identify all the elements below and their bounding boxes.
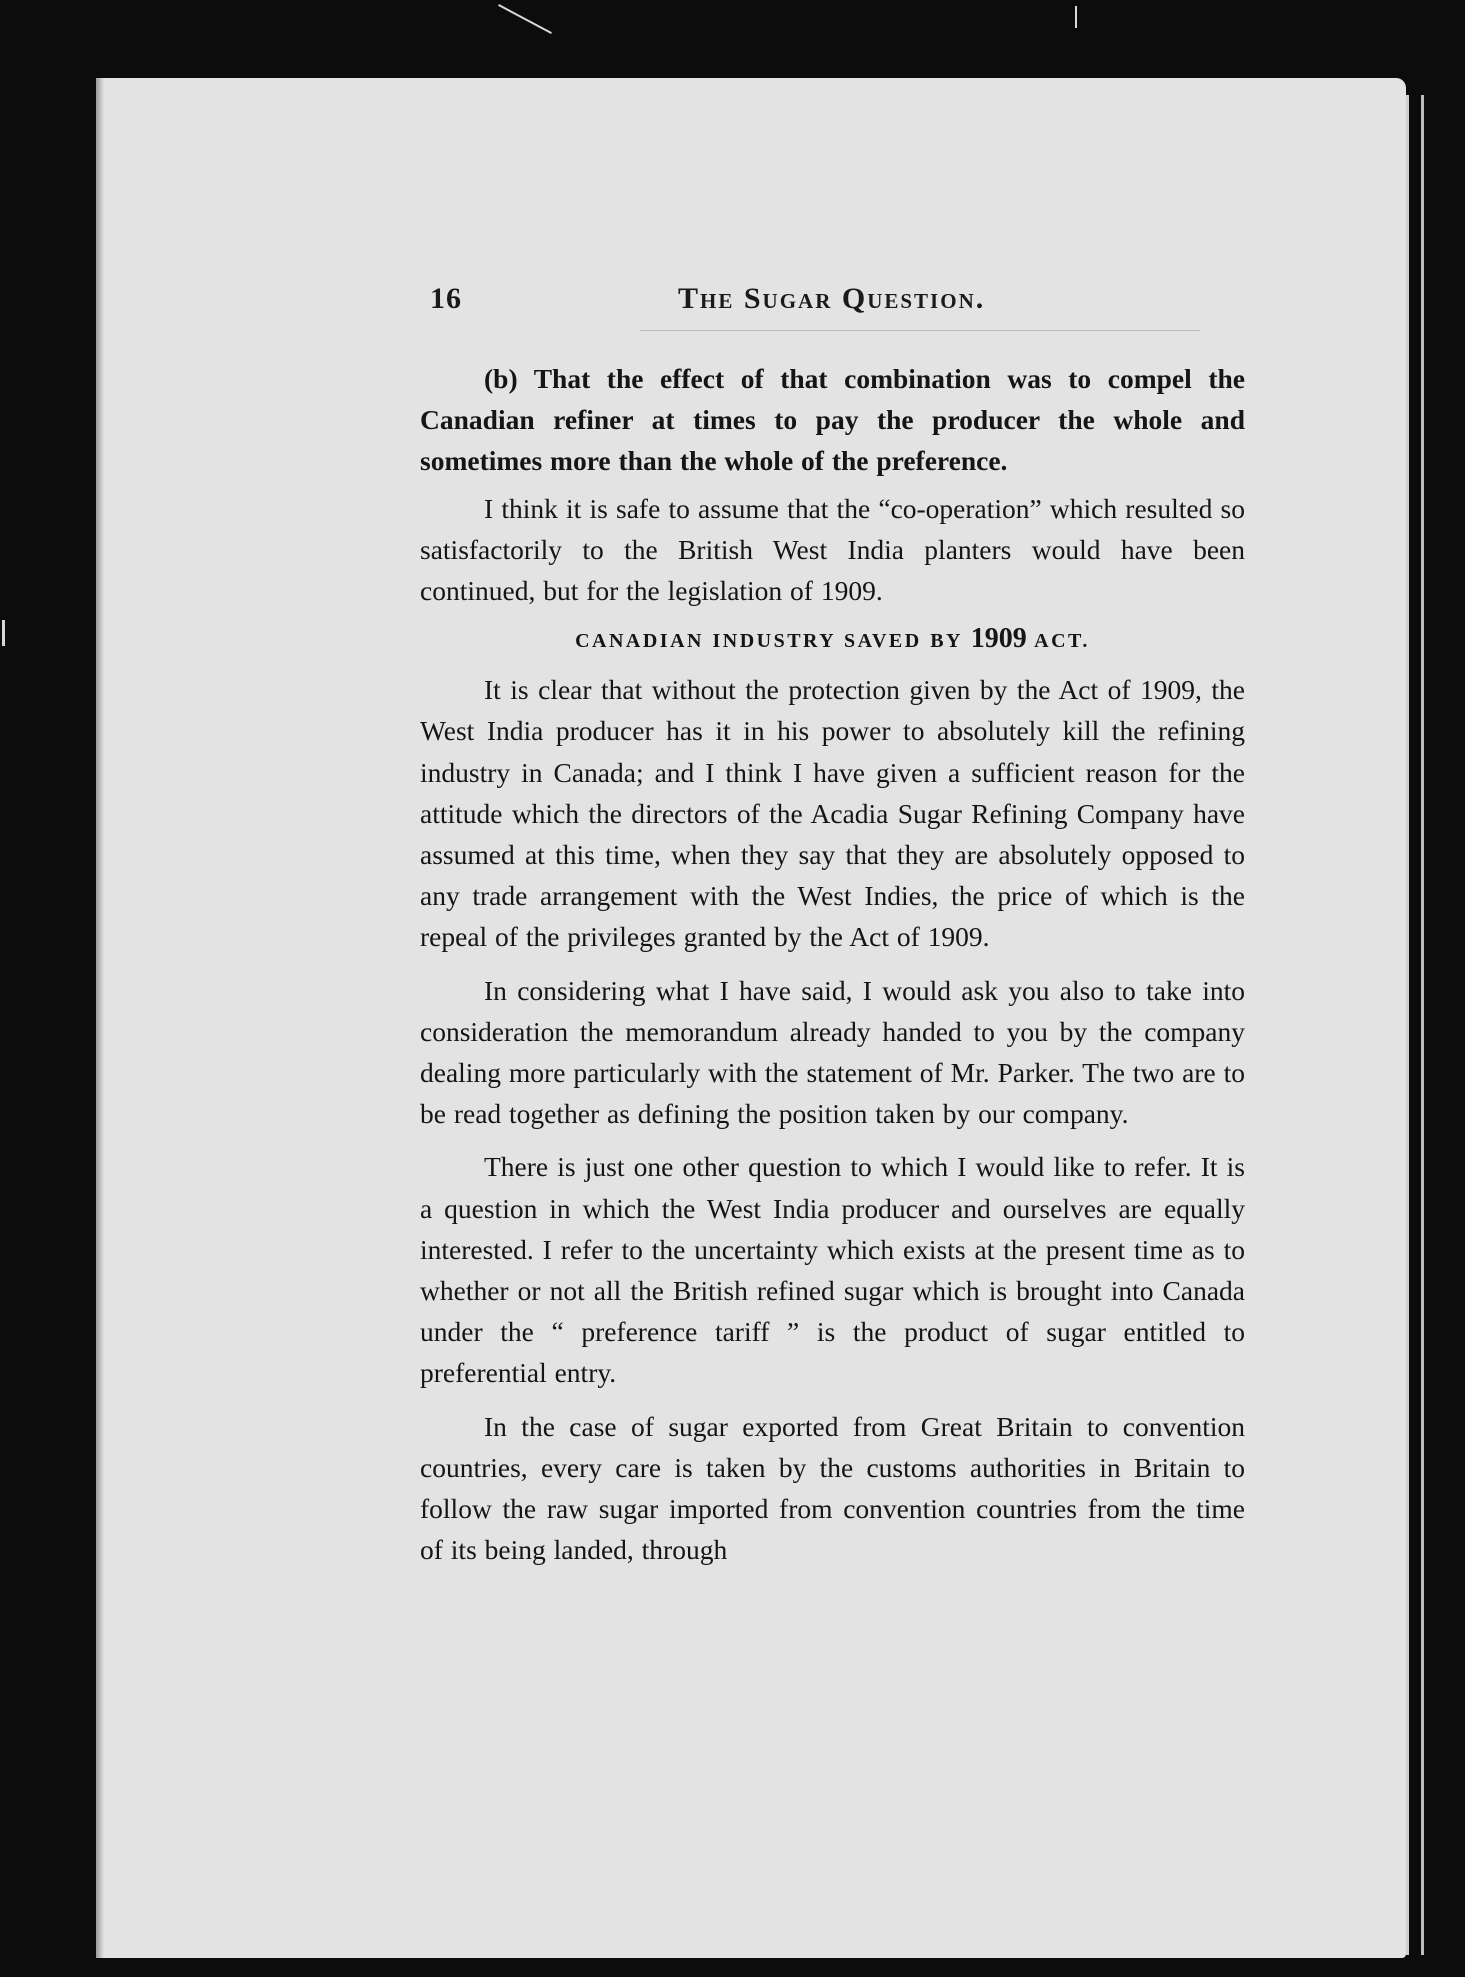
- section-heading-text: CANADIAN INDUSTRY SAVED BY: [575, 630, 963, 653]
- paragraph-considering: In considering what I have said, I would ask you also to take into consideration the memorandum already handed to you by the company dealing more particularly with the statement of Mr. Parker. The two are to be read together as defining the position taken by our company.: [420, 974, 1245, 1130]
- page-edge: [1406, 95, 1425, 1955]
- page-spine-shadow: [96, 78, 104, 1958]
- scan-artifact-top-right: [1075, 6, 1077, 28]
- header-rule: [640, 330, 1200, 331]
- page-number: 16: [430, 282, 462, 315]
- section-heading-year: 1909: [970, 623, 1027, 655]
- paragraph-cooperation: I think it is safe to assume that the “co-operation” which resulted so satisfactorily to the British West India planters would have been continued, but for the legislation of 1909.: [420, 492, 1245, 607]
- running-head: [430, 282, 1245, 322]
- section-heading-tail: ACT.: [1034, 630, 1090, 653]
- paragraph-convention-countries: In the case of sugar exported from Great Britain to convention countries, every care is taken by the customs authorities in Britain to follow the raw sugar imported from convention countries from the time of its being landed, through: [420, 1410, 1245, 1566]
- running-title: The Sugar Question.: [678, 282, 986, 315]
- paragraph-protection: It is clear that without the protection given by the Act of 1909, the West India producer has it in his power to absolutely kill the refining industry in Canada; and I think I have given a sufficient reason for the attitude which the directors of the Acadia Sugar Refining Company have assumed at this time, when they say that they are absolutely opposed to any trade arrangement with the West Indies, the price of which is the repeal of the privileges granted by the Act of 1909.: [420, 674, 1245, 953]
- body-text: [420, 358, 1245, 1570]
- paragraph-b: (b) That the effect of that combination was to compel the Canadian refiner at times to pay the producer the whole and sometimes more than the whole of the preference.: [420, 363, 1245, 477]
- scan-artifact-top: [498, 4, 552, 34]
- section-heading: [420, 623, 1245, 657]
- paragraph-other-question: There is just one other question to which I would like to refer. It is a question in which the West India producer and ourselves are equally interested. I refer to the uncertainty which exists at the present time as to whether or not all the British refined sugar which is brought into Canada under the “ preference tariff ” is the product of sugar entitled to preferential entry.: [420, 1151, 1245, 1389]
- scan-artifact-left: [2, 620, 5, 646]
